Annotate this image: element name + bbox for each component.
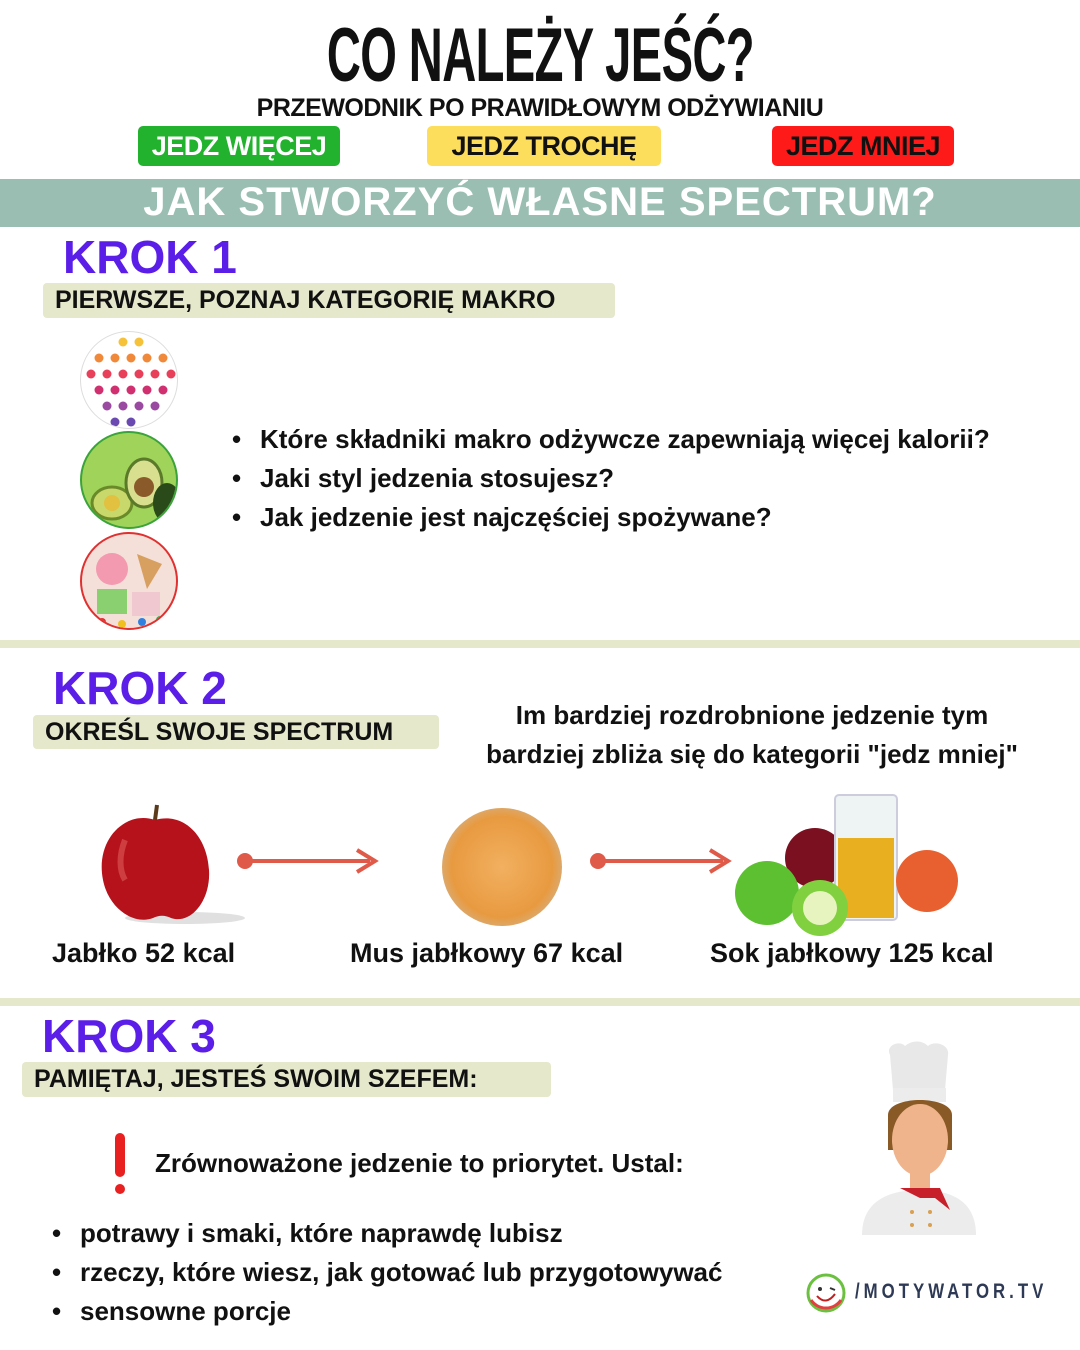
step1-questions — [232, 420, 990, 537]
list-item: • Jak jedzenie jest najczęściej spożywane? — [232, 498, 990, 537]
step1-title: KROK 1 — [63, 231, 237, 283]
candy-dot — [119, 370, 128, 379]
list-item: • Jaki styl jedzenia stosujesz? — [232, 459, 990, 498]
divider — [0, 640, 1080, 648]
candy-dot — [127, 354, 136, 363]
candy-dot — [151, 402, 160, 411]
list-item: • potrawy i smaki, które naprawdę lubisz — [52, 1214, 722, 1253]
candy-dot — [159, 354, 168, 363]
logo-face-icon — [803, 1270, 849, 1314]
candy-dot — [103, 402, 112, 411]
divider — [0, 998, 1080, 1006]
step2-title: KROK 2 — [53, 662, 227, 714]
note-line: Im bardziej rozdrobnione jedzenie tym — [515, 700, 989, 730]
exclamation-icon — [112, 1133, 128, 1200]
list-item: • rzeczy, które wiesz, jak gotować lub przygotowywać — [52, 1253, 722, 1292]
badge-eat-more: JEDZ WIĘCEJ — [138, 126, 340, 166]
candy-dot — [119, 402, 128, 411]
avocado-image — [80, 431, 178, 529]
arrow-icon — [588, 848, 733, 879]
step2-label: OKREŚL SWOJE SPECTRUM — [33, 715, 439, 749]
list-item: • sensowne porcje — [52, 1292, 722, 1331]
page-title: CO NALEŻY JEŚĆ? — [326, 13, 754, 98]
candy-dots-image — [80, 331, 178, 429]
note-line: bardziej zbliża się do kategorii "jedz mniej" — [486, 739, 1018, 769]
apple-image — [95, 800, 245, 930]
arrow-icon — [235, 848, 380, 879]
candy-dot — [127, 386, 136, 395]
caption-apple-juice: Sok jabłkowy 125 kcal — [710, 938, 994, 968]
section-banner: JAK STWORZYĆ WŁASNE SPECTRUM? — [0, 179, 1080, 227]
caption-applesauce: Mus jabłkowy 67 kcal — [350, 938, 624, 968]
page-subtitle: PRZEWODNIK PO PRAWIDŁOWYM ODŻYWIANIU — [256, 94, 824, 122]
candy-dot — [95, 354, 104, 363]
candy-dot — [87, 370, 96, 379]
candy-dot — [103, 370, 112, 379]
motywator-logo — [803, 1270, 1080, 1314]
candy-dot — [111, 386, 120, 395]
candy-dot — [127, 418, 136, 427]
candy-dot — [135, 402, 144, 411]
apple-juice-image — [735, 793, 960, 938]
candy-dot — [111, 418, 120, 427]
candy-dot — [135, 370, 144, 379]
candy-dot — [95, 386, 104, 395]
candy-dot — [159, 386, 168, 395]
candy-dot — [143, 386, 152, 395]
chef-illustration — [860, 1040, 978, 1240]
list-item: • Które składniki makro odżywcze zapewniają więcej kalorii? — [232, 420, 990, 459]
step3-list — [52, 1214, 722, 1331]
step1-label: PIERWSZE, POZNAJ KATEGORIĘ MAKRO — [43, 283, 615, 318]
applesauce-image — [442, 808, 562, 926]
candy-dot — [135, 338, 144, 347]
candy-dot — [167, 370, 176, 379]
candy-dot — [119, 338, 128, 347]
candy-dot — [143, 354, 152, 363]
candy-dot — [151, 370, 160, 379]
ice-cream-image — [80, 532, 178, 630]
step2-note — [452, 696, 1052, 774]
badge-eat-less: JEDZ MNIEJ — [772, 126, 954, 166]
logo-text: /MOTYWATOR.TV — [855, 1280, 1048, 1303]
priority-text: Zrównoważone jedzenie to priorytet. Ustal: — [155, 1148, 684, 1178]
step3-title: KROK 3 — [42, 1010, 216, 1062]
badge-eat-some: JEDZ TROCHĘ — [427, 126, 661, 166]
caption-apple: Jabłko 52 kcal — [52, 938, 236, 968]
candy-dot — [111, 354, 120, 363]
step3-label: PAMIĘTAJ, JESTEŚ SWOIM SZEFEM: — [22, 1062, 551, 1097]
